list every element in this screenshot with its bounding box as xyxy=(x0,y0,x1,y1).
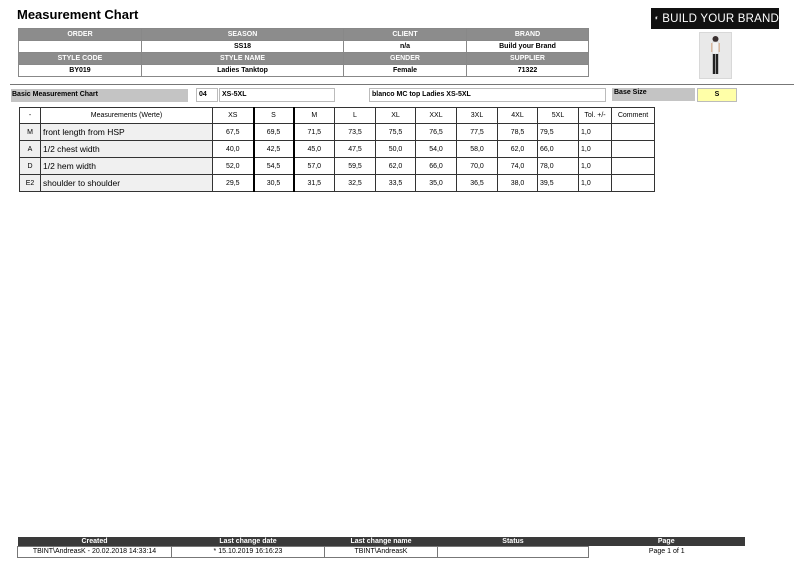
measurement-value: 36,5 xyxy=(457,175,498,192)
measurement-value: 69,5 xyxy=(254,124,294,141)
measurement-value: 30,5 xyxy=(254,175,294,192)
measurement-value: 31,5 xyxy=(294,175,335,192)
order-info-table xyxy=(18,28,589,77)
measurement-value: 54,5 xyxy=(254,158,294,175)
col-header-xs: XS xyxy=(213,108,254,124)
col-header-3xl: 3XL xyxy=(457,108,498,124)
measurement-value: 62,0 xyxy=(498,141,538,158)
measurement-value: 39,5 xyxy=(538,175,579,192)
supplier-header: SUPPLIER xyxy=(467,53,589,65)
page-number: Page 1 of 1 xyxy=(589,546,745,557)
tolerance-value: 1,0 xyxy=(579,158,612,175)
measurement-value: 38,0 xyxy=(498,175,538,192)
tolerance-value: 1,0 xyxy=(579,124,612,141)
measurement-value: 33,5 xyxy=(376,175,416,192)
model-figure-icon xyxy=(700,33,731,78)
section-divider xyxy=(10,84,794,85)
measurement-value: 67,5 xyxy=(213,124,254,141)
col-header-m: M xyxy=(294,108,335,124)
gender-value: Female xyxy=(344,65,467,77)
measurement-value: 54,0 xyxy=(416,141,457,158)
measurement-value: 62,0 xyxy=(376,158,416,175)
season-header: SEASON xyxy=(142,29,344,41)
brand-logo-text: BUILD YOUR BRAND xyxy=(662,12,779,25)
measurement-value: 78,5 xyxy=(498,124,538,141)
col-header-comment: Comment xyxy=(612,108,655,124)
table-header-row xyxy=(20,108,655,124)
basic-chart-label: Basic Measurement Chart xyxy=(11,89,188,102)
last-change-date-header: Last change date xyxy=(172,537,325,546)
measurement-value: 50,0 xyxy=(376,141,416,158)
measurement-name: 1/2 hem width xyxy=(41,158,213,175)
order-value xyxy=(19,41,142,53)
tolerance-value: 1,0 xyxy=(579,175,612,192)
col-header-xxl: XXL xyxy=(416,108,457,124)
table-row xyxy=(20,175,655,192)
brand-header: BRAND xyxy=(467,29,589,41)
last-change-name-header: Last change name xyxy=(325,537,438,546)
measurement-value: 78,0 xyxy=(538,158,579,175)
measurement-value: 47,5 xyxy=(335,141,376,158)
table-row xyxy=(20,141,655,158)
tolerance-value: 1,0 xyxy=(579,141,612,158)
page-header: Page xyxy=(589,537,745,546)
measurement-value: 79,5 xyxy=(538,124,579,141)
measurement-value: 45,0 xyxy=(294,141,335,158)
col-header-code: - xyxy=(20,108,41,124)
document-footer xyxy=(17,537,745,558)
measurement-value: 71,5 xyxy=(294,124,335,141)
measurement-name: front length from HSP xyxy=(41,124,213,141)
style-code-value: BY019 xyxy=(19,65,142,77)
measurement-value: 66,0 xyxy=(416,158,457,175)
style-code-header: STYLE CODE xyxy=(19,53,142,65)
measurement-value: 29,5 xyxy=(213,175,254,192)
style-name-value: Ladies Tanktop xyxy=(142,65,344,77)
col-header-s: S xyxy=(254,108,294,124)
brand-value: Build your Brand xyxy=(467,41,589,53)
order-header: ORDER xyxy=(19,29,142,41)
measurement-value: 35,0 xyxy=(416,175,457,192)
base-size-value: S xyxy=(697,88,737,102)
col-header-4xl: 4XL xyxy=(498,108,538,124)
point-code: D xyxy=(20,158,41,175)
col-header-xl: XL xyxy=(376,108,416,124)
client-header: CLIENT xyxy=(344,29,467,41)
measurement-name: 1/2 chest width xyxy=(41,141,213,158)
measurement-value: 40,0 xyxy=(213,141,254,158)
measurement-value: 58,0 xyxy=(457,141,498,158)
page-title: Measurement Chart xyxy=(17,7,139,22)
last-change-name-value: TBINT\AndreasK xyxy=(325,546,438,557)
comment-cell xyxy=(612,141,655,158)
measurement-value: 76,5 xyxy=(416,124,457,141)
base-size-label: Base Size xyxy=(612,88,695,101)
point-code: M xyxy=(20,124,41,141)
col-header-l: L xyxy=(335,108,376,124)
col-header-tolerance: Tol. +/- xyxy=(579,108,612,124)
col-header-measurement: Measurements (Werte) xyxy=(41,108,213,124)
table-row xyxy=(20,124,655,141)
comment-cell xyxy=(612,158,655,175)
chart-description-field: blanco MC top Ladies XS-5XL xyxy=(369,88,606,102)
brand-logo-icon xyxy=(655,11,658,26)
table-row xyxy=(20,158,655,175)
status-header: Status xyxy=(438,537,589,546)
chart-code-field: 04 xyxy=(196,88,218,102)
season-value: SS18 xyxy=(142,41,344,53)
point-code: E2 xyxy=(20,175,41,192)
brand-logo xyxy=(651,8,779,29)
measurement-name: shoulder to shoulder xyxy=(41,175,213,192)
measurement-value: 74,0 xyxy=(498,158,538,175)
size-range-field: XS-5XL xyxy=(219,88,335,102)
last-change-date-value: * 15.10.2019 16:16:23 xyxy=(172,546,325,557)
col-header-5xl: 5XL xyxy=(538,108,579,124)
measurement-table xyxy=(19,107,655,192)
product-photo xyxy=(699,32,732,79)
client-value: n/a xyxy=(344,41,467,53)
comment-cell xyxy=(612,175,655,192)
supplier-value: 71322 xyxy=(467,65,589,77)
measurement-value: 77,5 xyxy=(457,124,498,141)
comment-cell xyxy=(612,124,655,141)
measurement-value: 42,5 xyxy=(254,141,294,158)
created-value: TBINT\AndreasK - 20.02.2018 14:33:14 xyxy=(18,546,172,557)
measurement-value: 57,0 xyxy=(294,158,335,175)
status-value xyxy=(438,546,589,557)
measurement-value: 32,5 xyxy=(335,175,376,192)
measurement-value: 66,0 xyxy=(538,141,579,158)
point-code: A xyxy=(20,141,41,158)
created-header: Created xyxy=(18,537,172,546)
measurement-value: 70,0 xyxy=(457,158,498,175)
gender-header: GENDER xyxy=(344,53,467,65)
measurement-value: 52,0 xyxy=(213,158,254,175)
measurement-value: 75,5 xyxy=(376,124,416,141)
style-name-header: STYLE NAME xyxy=(142,53,344,65)
measurement-value: 59,5 xyxy=(335,158,376,175)
measurement-value: 73,5 xyxy=(335,124,376,141)
